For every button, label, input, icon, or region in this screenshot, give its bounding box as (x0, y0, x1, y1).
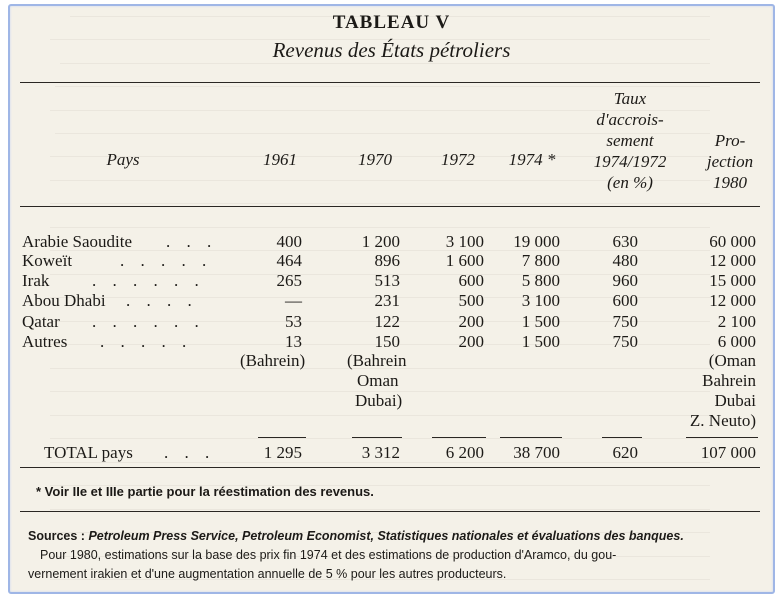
sum-rule-1972 (432, 437, 486, 438)
sources-line (28, 527, 758, 546)
col-header-1974: 1974 * (508, 150, 556, 169)
col-header-pays: Pays (106, 150, 140, 169)
country-name: Arabie Saoudite (22, 232, 132, 251)
country-name: Autres (22, 332, 68, 351)
sum-rule-1974 (500, 437, 562, 438)
sources-list: Petroleum Press Service, Petroleum Economist, Statistiques nationales et évaluations des banques. (88, 529, 684, 543)
total-bottom-rule (20, 467, 760, 468)
table-title: Revenus des États pétroliers (272, 38, 511, 62)
header-bottom-rule (20, 206, 760, 207)
leader-dots: . . . . . . (92, 271, 205, 290)
country-name: Irak (22, 271, 50, 290)
total-label: TOTAL pays (44, 443, 133, 462)
sources-text-1: Pour 1980, estimations sur la base des prix fin 1974 et des estimations de production d'Aramco, du gou- (40, 548, 617, 562)
col-header-1970: 1970 (358, 150, 392, 169)
sum-rule-projection (686, 437, 758, 438)
table-label: TABLEAU V (332, 12, 451, 33)
leader-dots: . . . (166, 232, 218, 251)
sources-top-rule (20, 511, 760, 512)
col-header-1972: 1972 (441, 150, 475, 169)
sum-rule-1961 (258, 437, 306, 438)
sum-rule-1970 (352, 437, 402, 438)
country-name: Qatar (22, 312, 60, 331)
country-name: Koweït (22, 251, 73, 270)
header-top-rule (20, 82, 760, 83)
leader-dots: . . . . (126, 291, 198, 310)
leader-dots: . . . (164, 443, 216, 462)
sources-label: Sources : (28, 529, 85, 543)
country-name: Abou Dhabi (22, 291, 106, 310)
leader-dots: . . . . . (120, 251, 213, 270)
sources-text-2: vernement irakien et d'une augmentation annuelle de 5 % pour les autres producteurs. (28, 567, 507, 581)
leader-dots: . . . . . (100, 332, 193, 351)
sum-rule-taux (602, 437, 642, 438)
leader-dots: . . . . . . (92, 312, 205, 331)
col-header-1961: 1961 (263, 150, 297, 169)
footnote: * Voir IIe et IIIe partie pour la réestimation des revenus. (36, 484, 374, 499)
autres-detail-1961: (Bahrein) (240, 351, 306, 370)
